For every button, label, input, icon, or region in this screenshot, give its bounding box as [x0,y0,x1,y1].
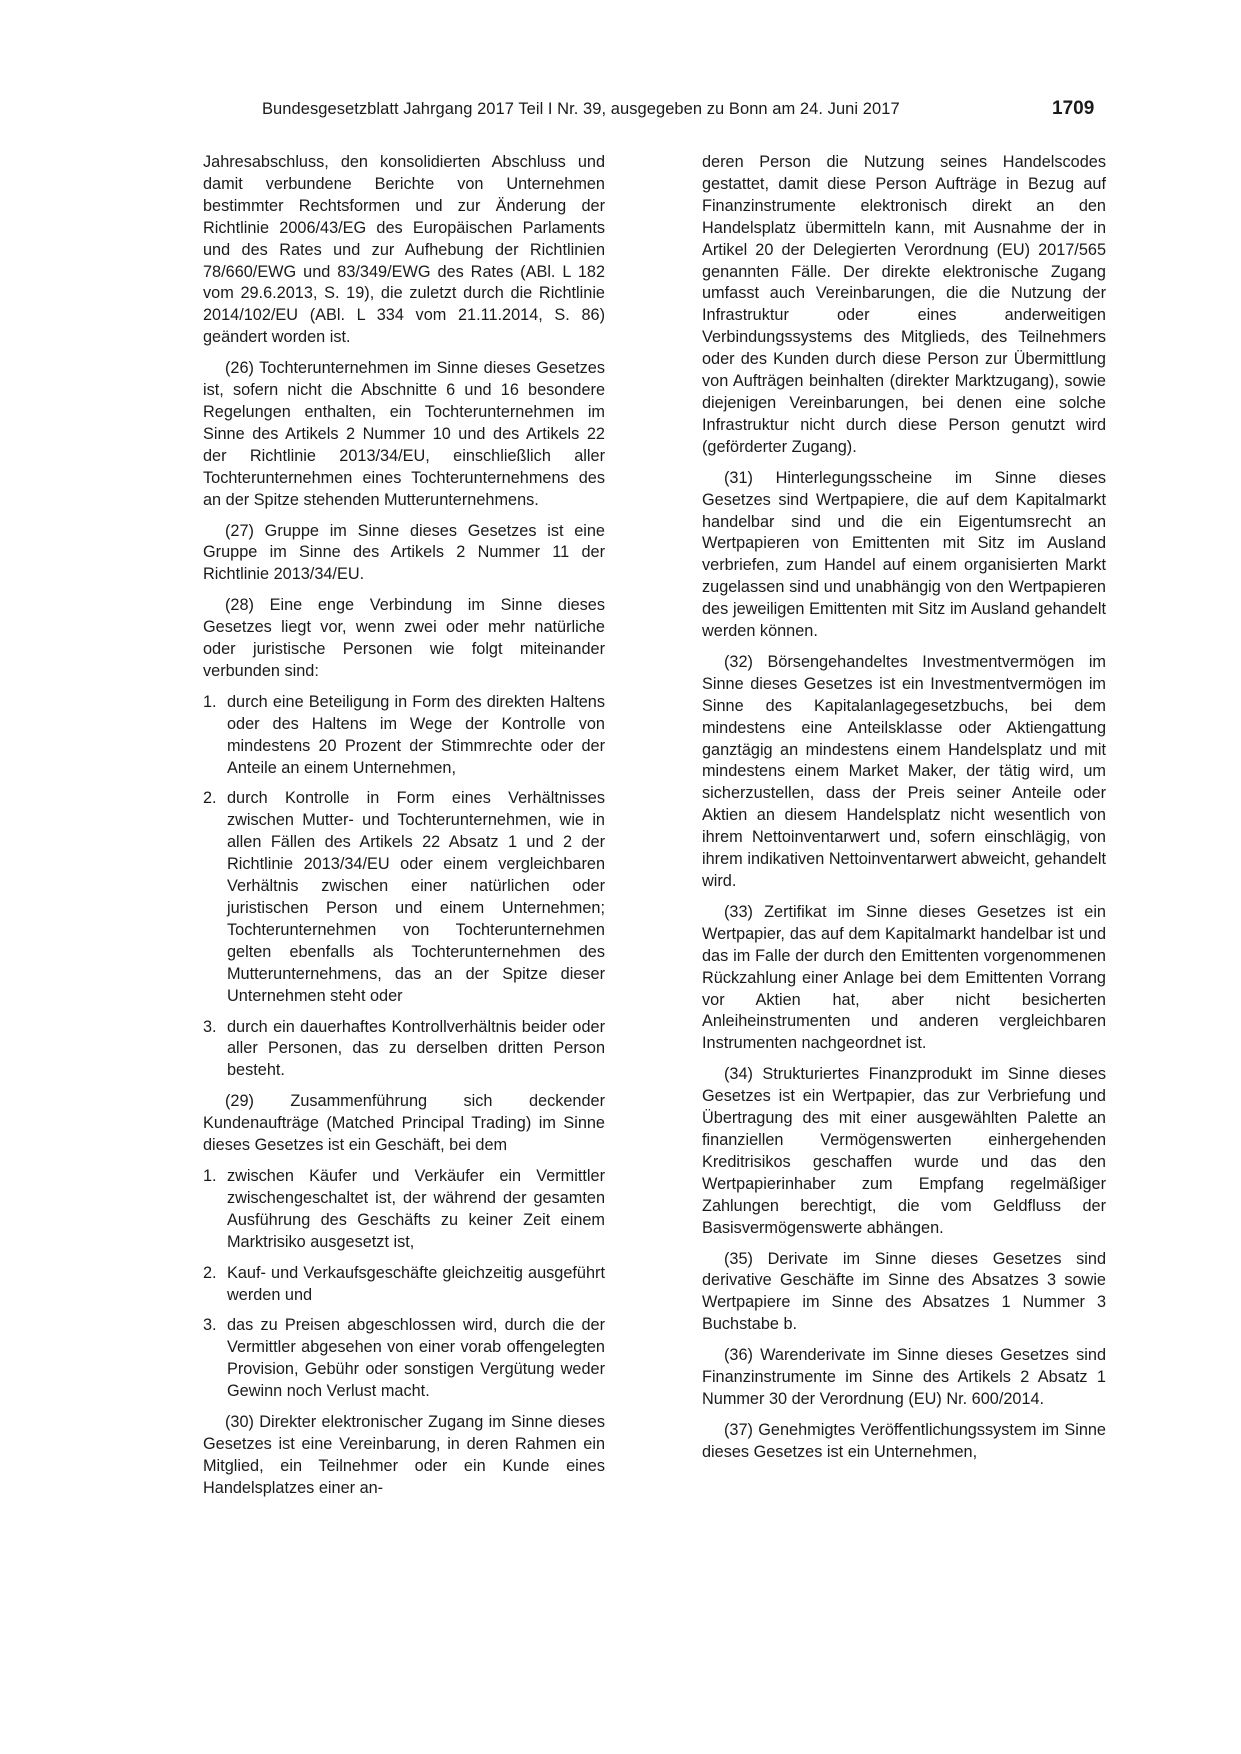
paragraph-32: (32) Börsengehandeltes Investmentvermögen im Sinne dieses Gesetzes ist ein Investmentvermögen im Sinne des Kapitalanlagegesetzbuchs, bei dem mindestens eine Anteilsklasse oder Aktiengattung ganztägig an mindestens einem Handelsplatz und mit mindestens einem Market Maker, der tätig wird, um sicherzustellen, dass der Preis seiner Anteile oder Aktien an diesem Handelsplatz nicht wesentlich von ihrem Nettoinventarwert und, sofern einschlägig, von ihrem indikativen Nettoinventarwert abweicht, gehandelt wird. [702,652,1106,890]
paragraph-26: (26) Tochterunternehmen im Sinne dieses Gesetzes ist, sofern nicht die Abschnitte 6 und 16 besondere Regelungen enthalten, ein Tochterunternehmen im Sinne des Artikels 2 Nummer 10 und des Artikels 22 der Richtlinie 2013/34/EU, einschließlich aller Tochterunternehmen eines Tochterunternehmens des an der Spitze stehenden Mutterunternehmens. [203,359,605,509]
list-text: durch eine Beteiligung in Form des direkten Haltens oder des Haltens im Wege der Kontrolle von mindestens 20 Prozent der Stimmrechte oder der Anteile an einem Unternehmen, [227,692,605,777]
list-text: durch ein dauerhaftes Kontrollverhältnis beider oder aller Personen, das zu derselben dritten Person besteht. [227,1017,605,1080]
list-number: 2. [203,789,217,808]
running-header [0,100,1241,124]
paragraph-36: (36) Warenderivate im Sinne dieses Gesetzes sind Finanzinstrumente im Sinne des Artikels 2 Absatz 1 Nummer 30 der Verordnung (EU) Nr. 600/2014. [702,1346,1106,1408]
left-column [203,152,605,1509]
list-28 [203,692,605,1082]
list-text: zwischen Käufer und Verkäufer ein Vermittler zwischengeschaltet ist, der während der gesamten Ausführung des Geschäfts zu keiner Zeit einem Marktrisiko ausgesetzt ist, [227,1166,605,1251]
paragraph-28: (28) Eine enge Verbindung im Sinne dieses Gesetzes liegt vor, wenn zwei oder mehr natürliche oder juristische Personen wie folgt miteinander verbunden sind: [203,596,605,680]
continued-paragraph: deren Person die Nutzung seines Handelscodes gestattet, damit diese Person Aufträge in Bezug auf Finanzinstrumente elektronisch direkt an den Handelsplatz übermitteln kann, mit Ausnahme der in Artikel 20 der Delegierten Verordnung (EU) 2017/565 genannten Fälle. Der direkte elektronische Zugang umfasst auch Vereinbarungen, die die Nutzung der Infrastruktur oder eines anderweitigen Verbindungssystems des Mitglieds, des Teilnehmers oder des Kunden durch diese Person zur Übermittlung von Aufträgen beinhalten (direkter Marktzugang), sowie diejenigen Vereinbarungen, bei denen eine solche Infrastruktur nicht durch diese Person genutzt wird (geförderter Zugang). [702,153,1106,456]
paragraph-35: (35) Derivate im Sinne dieses Gesetzes sind derivative Geschäfte im Sinne des Absatzes 3 sowie Wertpapiere im Sinne des Absatzes 1 Nummer 3 Buchstabe b. [702,1249,1106,1334]
list-item [203,1263,605,1307]
list-number: 3. [203,1316,217,1335]
paragraph-34: (34) Strukturiertes Finanzprodukt im Sinne dieses Gesetzes ist ein Wertpapier, das zur Verbriefung und Übertragung des mit einer ausgewählten Palette an finanziellen Vermögenswerten einhergehenden Kreditrisikos geschaffen wurde und das den Wertpapierinhaber zum Empfang regelmäßiger Zahlungen berechtigt, die vom Geldfluss der Basisvermögenswerte abhängen. [702,1065,1106,1237]
list-number: 2. [203,1263,217,1282]
list-number: 1. [203,692,217,711]
paragraph-31: (31) Hinterlegungsscheine im Sinne dieses Gesetzes sind Wertpapiere, die auf dem Kapitalmarkt handelbar sind und die ein Eigentumsrecht an Wertpapieren von Emittenten mit Sitz im Ausland verbriefen, zum Handel auf einem organisierten Markt zugelassen sind und unabhängig von den Wertpapieren des jeweiligen Emittenten mit Sitz im Ausland gehandelt werden können. [702,468,1106,641]
paragraph-37: (37) Genehmigtes Veröffentlichungssystem im Sinne dieses Gesetzes ist ein Unternehmen, [702,1420,1106,1461]
list-text: das zu Preisen abgeschlossen wird, durch die der Vermittler abgesehen von einer vorab offengelegten Provision, Gebühr oder sonstigen Vergütung weder Gewinn noch Verlust macht. [227,1316,605,1401]
list-item [203,1315,605,1403]
list-number: 1. [203,1166,217,1185]
list-text: Kauf- und Verkaufsgeschäfte gleichzeitig ausgeführt werden und [227,1263,605,1304]
paragraph-33: (33) Zertifikat im Sinne dieses Gesetzes ist ein Wertpapier, das auf dem Kapitalmarkt handelbar ist und das im Falle der durch den Emittenten vorgenommenen Rückzahlung einer Anlage bei dem Emittenten Vorrang vor Aktien hat, aber nicht besicherten Anleiheinstrumenten und anderen vergleichbaren Instrumenten nachgeordnet ist. [702,902,1106,1053]
page-number: 1709 [1052,98,1095,119]
list-29 [203,1166,605,1403]
right-column [702,152,1106,1473]
paragraph-30: (30) Direkter elektronischer Zugang im Sinne dieses Gesetzes ist eine Vereinbarung, in deren Rahmen ein Mitglied, ein Teilnehmer oder ein Kunde eines Handelsplatzes einer an- [203,1413,605,1497]
continued-paragraph: Jahresabschluss, den konsolidierten Abschluss und damit verbundene Berichte von Unternehmen bestimmter Rechtsformen und zur Änderung der Richtlinie 2006/43/EG des Europäischen Parlaments und des Rates und zur Aufhebung der Richtlinien 78/660/EWG und 83/349/EWG des Rates (ABl. L 182 vom 29.6.2013, S. 19), die zuletzt durch die Richtlinie 2014/102/EU (ABl. L 334 vom 21.11.2014, S. 86) geändert worden ist. [203,153,605,347]
paragraph-29: (29) Zusammenführung sich deckender Kundenaufträge (Matched Principal Trading) im Sinne dieses Gesetzes ist ein Geschäft, bei dem [203,1092,605,1155]
list-text: durch Kontrolle in Form eines Verhältnisses zwischen Mutter- und Tochterunternehmen, wie in allen Fällen des Artikels 22 Absatz 1 und 2 der Richtlinie 2013/34/EU oder einem vergleichbaren Verhältnis zwischen einer natürlichen oder juristischen Person und einem Unternehmen; Tochterunternehmen von Tochterunternehmen gelten ebenfalls als Tochterunternehmen des Mutterunternehmens, das an der Spitze dieser Unternehmen steht oder [227,789,605,1005]
running-title: Bundesgesetzblatt Jahrgang 2017 Teil I Nr. 39, ausgegeben zu Bonn am 24. Juni 2017 [262,100,900,118]
list-number: 3. [203,1017,217,1036]
list-item [203,692,605,780]
list-item [203,1166,605,1254]
paragraph-27: (27) Gruppe im Sinne dieses Gesetzes ist eine Gruppe im Sinne des Artikels 2 Nummer 11 der Richtlinie 2013/34/EU. [203,521,605,584]
list-item [203,1017,605,1083]
list-item [203,788,605,1007]
